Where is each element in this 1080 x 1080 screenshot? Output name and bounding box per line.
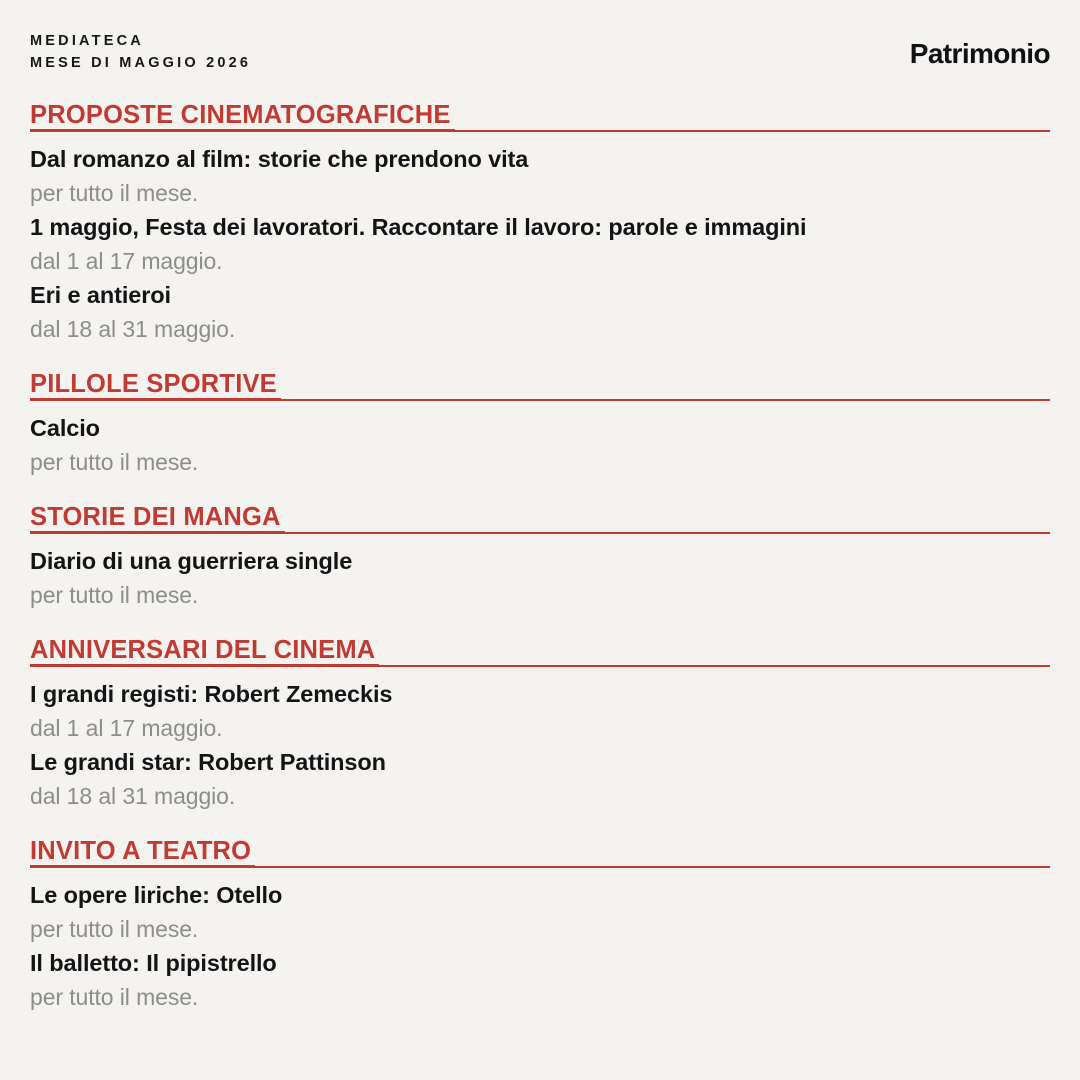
section-header [30,504,1050,535]
entry-title: Le grandi star: Robert Pattinson [30,749,386,775]
entry-dates: per tutto il mese. [30,180,199,206]
entry-dates: per tutto il mese. [30,984,199,1010]
section-title: STORIE DEI MANGA [30,504,285,534]
entry-dates: dal 1 al 17 maggio. [30,715,223,741]
entry-dates: dal 18 al 31 maggio. [30,783,236,809]
entry-title: Calcio [30,415,100,441]
programme-entry [30,544,1050,612]
programme-entry [30,878,1050,946]
programme-section [30,637,1050,813]
programme-section [30,371,1050,479]
kicker-line-period: MESE DI MAGGIO 2026 [30,54,252,71]
section-header [30,371,1050,402]
section-title: ANNIVERSARI DEL CINEMA [30,637,379,667]
masthead-text-block [30,34,251,70]
masthead [30,0,1050,70]
programme-entry [30,677,1050,745]
entry-title: Le opere liriche: Otello [30,882,283,908]
programme-entry [30,946,1050,1014]
programme-section [30,504,1050,612]
entry-dates: dal 18 al 31 maggio. [30,316,236,342]
entry-dates: dal 1 al 17 maggio. [30,248,223,274]
programme-entry [30,210,1050,278]
programme-entry [30,411,1050,479]
programme-entry [30,278,1050,346]
brand-logo: Patrimonio [909,38,1050,69]
programme-entry [30,142,1050,210]
section-title: INVITO A TEATRO [30,838,255,868]
programme-section [30,102,1050,346]
entry-dates: per tutto il mese. [30,916,199,942]
entry-title: Diario di una guerriera single [30,548,353,574]
section-title: PILLOLE SPORTIVE [30,371,281,401]
section-header [30,102,1050,133]
entry-title: I grandi registi: Robert Zemeckis [30,681,393,707]
section-title: PROPOSTE CINEMATOGRAFICHE [30,102,455,132]
entry-dates: per tutto il mese. [30,582,199,608]
kicker-line-institution: MEDIATECA [30,33,144,49]
entry-title: Dal romanzo al film: storie che prendono vita [30,146,529,172]
programme-sections [30,102,1050,1014]
entry-title: Eri e antieroi [30,282,171,308]
entry-title: 1 maggio, Festa dei lavoratori. Raccontare il lavoro: parole e immagini [30,214,807,240]
entry-title: Il balletto: Il pipistrello [30,950,277,976]
section-header [30,838,1050,869]
programme-section [30,838,1050,1014]
entry-dates: per tutto il mese. [30,449,199,475]
programme-entry [30,745,1050,813]
section-header [30,637,1050,668]
